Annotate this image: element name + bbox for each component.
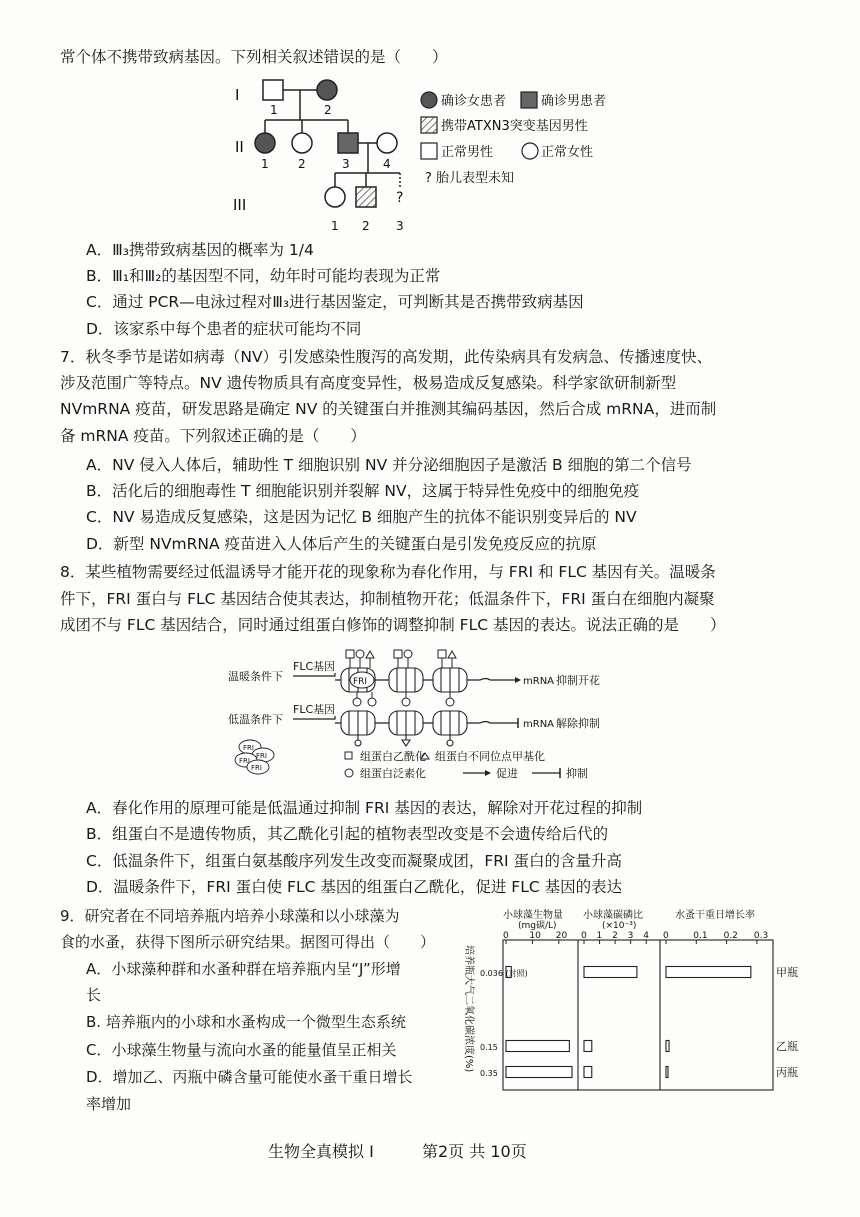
mrna-label-cold: mRNA bbox=[523, 719, 555, 730]
q7-option-c: C．NV 易造成反复感染，这是因为记忆 B 细胞产生的抗体不能识别变异后的 NV bbox=[86, 508, 637, 526]
tick-label-2-3: 0.3 bbox=[753, 931, 769, 941]
gen2-num-1: 1 bbox=[261, 157, 269, 171]
panel-unit-0: (mg碳/L) bbox=[518, 921, 557, 931]
q6-option-d: D．该家系中每个患者的症状可能均不同 bbox=[86, 320, 362, 338]
bar-1-2 bbox=[584, 1067, 592, 1078]
flc-gene-label-cold: FLC基因 bbox=[293, 703, 336, 716]
q6-option-c: C．通过 PCR—电泳过程对Ⅲ₃进行基因鉴定，可判断其是否携带致病基因 bbox=[86, 293, 584, 311]
tick-label-1-4: 4 bbox=[643, 931, 649, 941]
bottle-label-2: 丙瓶 bbox=[776, 1066, 798, 1079]
q8-stem-2: 件下，FRI 蛋白与 FLC 基因结合使其表达，抑制植物开花；低温条件下，FRI 蛋白在细胞内凝聚 bbox=[60, 590, 715, 608]
legend-unknown: ? 胎儿表型未知 bbox=[425, 171, 515, 186]
question-stem-tail: 常个体不携带致病基因。下列相关叙述错误的是（ ） bbox=[60, 48, 448, 66]
gen-label-1: I bbox=[235, 86, 240, 104]
q9-stem-1: 9．研究者在不同培养瓶内培养小球藻和以小球藻为 bbox=[60, 907, 400, 925]
footer-page: 第2页 共 10页 bbox=[422, 1142, 527, 1161]
tick-label-2-1: 0.1 bbox=[693, 931, 708, 941]
legend-normal-male: 正常男性 bbox=[441, 145, 494, 160]
bar-2-2 bbox=[666, 1067, 668, 1078]
gen-label-2: II bbox=[235, 138, 244, 156]
legend-ubiq: 组蛋白泛素化 bbox=[360, 767, 426, 780]
tick-label-1-1: 1 bbox=[596, 931, 603, 941]
legend-inhibit: 抑制 bbox=[566, 767, 588, 780]
legend-carrier-male: 携带ATXN3突变基因男性 bbox=[441, 119, 588, 134]
gen2-num-4: 4 bbox=[383, 157, 391, 171]
legend-normal-female: 正常女性 bbox=[541, 145, 594, 160]
category-label-0: 0.036 (对照) bbox=[480, 969, 528, 978]
tick-label-2-0: 0 bbox=[663, 931, 669, 941]
fri-aggregate-label-3: FRI bbox=[239, 757, 250, 765]
tick-label-0-2: 20 bbox=[555, 931, 568, 941]
bar-1-1 bbox=[584, 1041, 592, 1052]
flc-gene-label-warm: FLC基因 bbox=[293, 660, 336, 673]
legend-methyl: 组蛋白不同位点甲基化 bbox=[435, 750, 545, 763]
footer-subject: 生物全真模拟 I bbox=[268, 1142, 374, 1161]
q7-option-b: B．活化后的细胞毒性 T 细胞能识别并裂解 NV，这属于特异性免疫中的细胞免疫 bbox=[86, 482, 640, 500]
q7-stem-4: 备 mRNA 疫苗。下列叙述正确的是（ ） bbox=[60, 427, 366, 445]
gen1-num-2: 2 bbox=[324, 103, 332, 117]
tick-label-2-2: 0.2 bbox=[723, 931, 738, 941]
fri-aggregate-label-4: FRI bbox=[251, 764, 262, 772]
y-axis-label: 培养瓶大气二氧化碳浓度(%) bbox=[463, 945, 474, 1073]
bottle-label-1: 乙瓶 bbox=[776, 1040, 798, 1053]
tick-label-0-1: 10 bbox=[529, 931, 541, 941]
tick-label-0-0: 0 bbox=[503, 931, 509, 941]
q7-option-a: A．NV 侵入人体后，辅助性 T 细胞识别 NV 并分泌细胞因子是激活 B 细胞的第二个信号 bbox=[86, 456, 692, 474]
q9-option-d: D．增加乙、丙瓶中磷含量可能使水蚤干重日增长 bbox=[86, 1068, 413, 1086]
q6-option-b: B．Ⅲ₁和Ⅲ₂的基因型不同，幼年时可能均表现为正常 bbox=[86, 267, 441, 285]
gen3-unknown-mark: ? bbox=[396, 190, 404, 206]
q7-stem-3: NVmRNA 疫苗，研发思路是确定 NV 的关键蛋白并推测其编码基因，然后合成 mRNA，进而制 bbox=[60, 400, 717, 418]
q9-stem-2: 食的水蚤，获得下图所示研究结果。据图可得出（ ） bbox=[60, 933, 436, 951]
bar-0-2 bbox=[506, 1067, 572, 1078]
q7-option-d: D．新型 NVmRNA 疫苗进入人体后产生的关键蛋白是引发免疫反应的抗原 bbox=[86, 535, 597, 553]
q8-option-d: D．温暖条件下，FRI 蛋白使 FLC 基因的组蛋白乙酰化，促进 FLC 基因的表达 bbox=[86, 878, 623, 896]
fri-aggregate-label-2: FRI bbox=[256, 752, 267, 760]
category-label-1: 0.15 bbox=[480, 1043, 498, 1052]
warm-condition-label: 温暖条件下 bbox=[228, 670, 283, 683]
gen2-num-2: 2 bbox=[298, 157, 306, 171]
legend-confirmed-male: 确诊男患者 bbox=[541, 94, 607, 109]
gen3-num-1: 1 bbox=[331, 219, 339, 233]
gen2-num-3: 3 bbox=[342, 157, 350, 171]
bar-2-1 bbox=[666, 1041, 669, 1052]
panel-title-0: 小球藻生物量 bbox=[503, 910, 563, 921]
warm-result-label: 抑制开花 bbox=[556, 674, 600, 687]
gen-label-3: III bbox=[233, 196, 247, 214]
tick-label-1-2: 2 bbox=[612, 931, 618, 941]
q7-stem-2: 涉及范围广等特点。NV 遗传物质具有高度变异性，极易造成反复感染。科学家欲研制新型 bbox=[60, 374, 677, 392]
fri-protein-label: FRI bbox=[353, 677, 368, 687]
q9-option-b: B. 培养瓶内的小球和水蚤构成一个微型生态系统 bbox=[86, 1013, 406, 1031]
legend-confirmed-female: 确诊女患者 bbox=[441, 94, 507, 109]
gen3-num-3: 3 bbox=[396, 219, 404, 233]
q8-option-b: B．组蛋白不是遗传物质，其乙酰化引起的植物表型改变是不会遗传给后代的 bbox=[86, 825, 609, 843]
q6-option-a: A．Ⅲ₃携带致病基因的概率为 1/4 bbox=[86, 241, 314, 259]
bar-2-0 bbox=[666, 967, 751, 978]
q9-option-a: A．小球藻种群和水蚤种群在培养瓶内呈“J”形增 bbox=[86, 960, 401, 978]
fri-aggregate-label-1: FRI bbox=[243, 744, 254, 752]
cold-result-label: 解除抑制 bbox=[556, 717, 600, 730]
q8-stem-3: 成团不与 FLC 基因结合，同时通过组蛋白修饰的调整抑制 FLC 基因的表达。说法正确的是 ） bbox=[60, 616, 726, 634]
q8-option-a: A．春化作用的原理可能是低温通过抑制 FRI 基因的表达，解除对开花过程的抑制 bbox=[86, 799, 643, 817]
category-label-2: 0.35 bbox=[480, 1069, 498, 1078]
q9-option-d-cont: 率增加 bbox=[86, 1095, 132, 1113]
mrna-label-warm: mRNA bbox=[523, 676, 555, 687]
tick-label-1-3: 3 bbox=[627, 931, 634, 941]
panel-title-2: 水蚤干重日增长率 bbox=[675, 910, 755, 921]
q8-stem-1: 8．某些植物需要经过低温诱导才能开花的现象称为春化作用，与 FRI 和 FLC 基因有关。温暖条 bbox=[60, 563, 716, 581]
bottle-label-0: 甲瓶 bbox=[776, 966, 798, 979]
panel-unit-1: (×10⁻³) bbox=[602, 921, 637, 931]
q9-option-a-cont: 长 bbox=[86, 986, 102, 1004]
bar-1-0 bbox=[584, 967, 637, 978]
q8-option-c: C．低温条件下，组蛋白氨基酸序列发生改变而凝聚成团，FRI 蛋白的含量升高 bbox=[86, 852, 623, 870]
q7-stem-1: 7．秋冬季节是诺如病毒（NV）引发感染性腹泻的高发期，此传染病具有发病急、传播速度快、 bbox=[60, 348, 713, 366]
bar-0-1 bbox=[506, 1041, 569, 1052]
legend-promote: 促进 bbox=[496, 767, 518, 780]
panel-title-1: 小球藻碳磷比 bbox=[583, 910, 643, 921]
q9-option-c: C．小球藻生物量与流向水蚤的能量值呈正相关 bbox=[86, 1041, 397, 1059]
tick-label-1-0: 0 bbox=[581, 931, 587, 941]
gen1-num-1: 1 bbox=[270, 103, 278, 117]
legend-acetyl: 组蛋白乙酰化 bbox=[360, 750, 426, 763]
gen3-num-2: 2 bbox=[362, 219, 370, 233]
cold-condition-label: 低温条件下 bbox=[228, 713, 283, 726]
